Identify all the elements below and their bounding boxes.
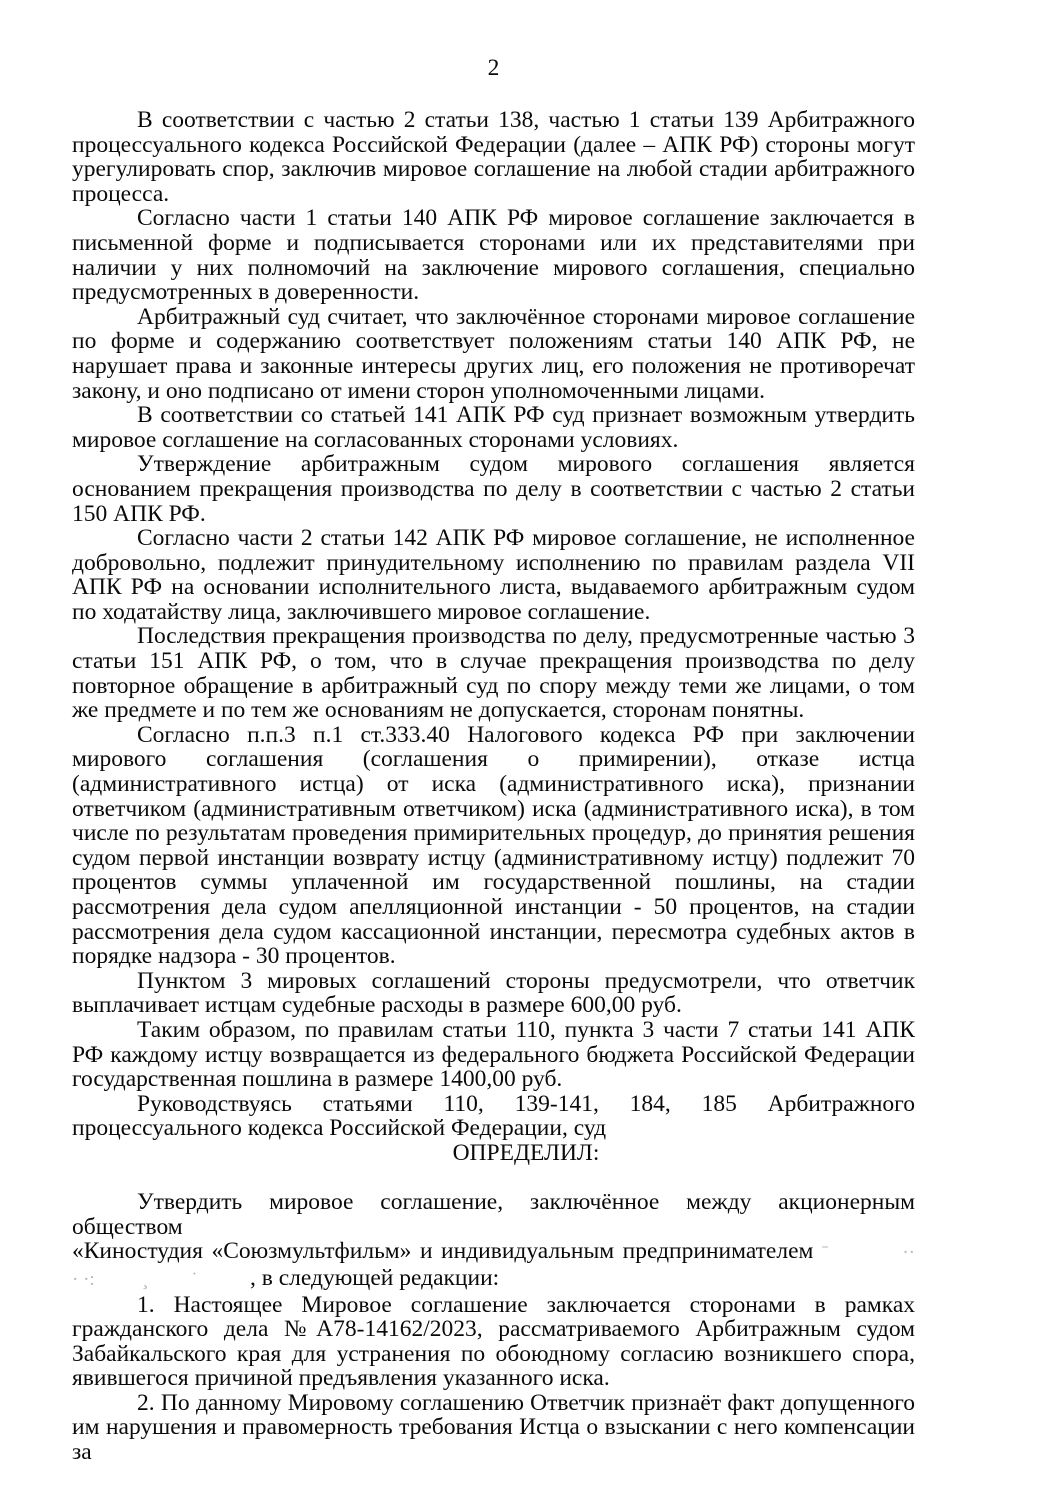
document-body xyxy=(72,108,915,1465)
redacted-name-marks-line-3: · ·: ¸ ˙ xyxy=(72,1268,198,1290)
page-number: 2 xyxy=(487,55,500,81)
ruling-item-1: 1. Настоящее Мировое соглашение заключается сторонами в рамках гражданского дела №А78-14162/2023, рассматриваемого Арбитражным судом Забайкальского края для устранения по обоюдному согласию возникшего спора, явившегося причиной предъявления указанного иска. xyxy=(72,1291,915,1392)
paragraph-10: Таким образом, по правилам статьи 110, пункта 3 части 7 статьи 141 АПК РФ каждому истцу возвращается из федерального бюджета Российской Федерации государственная пошлина в размере 1400,00 руб. xyxy=(72,1016,915,1093)
ruling-intro-line-3 xyxy=(72,1266,915,1293)
ruling-item-2: 2. По данному Мировому соглашению Ответчик признаёт факт допущенного им нарушения и правомерность требования Истца о взыскании с него компенсации за xyxy=(72,1389,915,1466)
redacted-name-marks-line-2: ˉ ·· xyxy=(821,1242,915,1264)
paragraph-11: Руководствуясь статьями 110, 139-141, 184, 185 Арбитражного процессуального кодекса Российской Федерации, суд xyxy=(72,1090,915,1142)
paragraph-1: В соответствии с частью 2 статьи 138, частью 1 статьи 139 Арбитражного процессуального кодекса Российской Федерации (далее – АПК РФ) стороны могут урегулировать спор, заключив мировое соглашение на любой стадии арбитражного процесса. xyxy=(72,107,915,207)
paragraph-7: Последствия прекращения производства по делу, предусмотренные частью 3 статьи 151 АПК РФ, о том, что в случае прекращения производства по делу повторное обращение в арбитражный суд по спору между теми же лицами, о том же предмете и по тем же основаниям не допускается, сторонам понятны. xyxy=(72,623,915,724)
ruling-intro-line-2 xyxy=(72,1239,915,1266)
paragraph-9: Пунктом 3 мировых соглашений стороны предусмотрели, что ответчик выплачивает истцам судебные расходы в размере 600,00 руб. xyxy=(72,967,915,1019)
ruling-intro-line-3-text: , в следующей редакции: xyxy=(250,1264,500,1291)
paragraph-8: Согласно п.п.3 п.1 ст.333.40 Налогового кодекса РФ при заключении мирового соглашения (соглашения о примирении), отказе истца (административного истца) от иска (административного иска), признании ответчиком (административным ответчиком) иска (административного иска), в том числе по результатам проведения примирительных процедур, до принятия решения судом первой инстанции возврату истцу (административному истцу) подлежит 70 процентов суммы уплаченной им государственной пошлины, на стадии рассмотрения дела судом апелляционной инстанции - 50 процентов, на стадии рассмотрения дела судом кассационной инстанции, пересмотра судебных актов в порядке надзора - 30 процентов. xyxy=(72,721,915,970)
paragraph-4: В соответствии со статьей 141 АПК РФ суд признает возможным утвердить мировое соглашение на согласованных сторонами условиях. xyxy=(72,402,915,453)
paragraph-3: Арбитражный суд считает, что заключённое сторонами мировое соглашение по форме и содержанию соответствует положениям статьи 140 АПК РФ, не нарушает права и законные интересы других лиц, его положения не противоречат закону, и оно подписано от имени сторон уполномоченными лицами. xyxy=(72,303,915,404)
ruling-intro-line-1: Утвердить мировое соглашение, заключённое между акционерным обществом xyxy=(72,1189,915,1240)
ruling-intro-line-2-text: «Киностудия «Союзмультфильм» и индивидуальным предпринимателем xyxy=(72,1238,814,1265)
paragraph-5: Утверждение арбитражным судом мирового соглашения является основанием прекращения производства по делу в соответствии с частью 2 статьи 150 АПК РФ. xyxy=(72,451,915,527)
ruling-heading: ОПРЕДЕЛИЛ: xyxy=(452,1139,600,1166)
paragraph-6: Согласно части 2 статьи 142 АПК РФ мировое соглашение, не исполненное добровольно, подлежит принудительному исполнению по правилам раздела VII АПК РФ на основании исполнительного листа, выдаваемого арбитражным судом по ходатайству лица, заключившего мировое соглашение. xyxy=(72,525,915,625)
paragraph-2: Согласно части 1 статьи 140 АПК РФ мировое соглашение заключается в письменной форме и подписывается сторонами или их представителями при наличии у них полномочий на заключение мирового соглашения, специально предусмотренных в доверенности. xyxy=(72,205,915,306)
